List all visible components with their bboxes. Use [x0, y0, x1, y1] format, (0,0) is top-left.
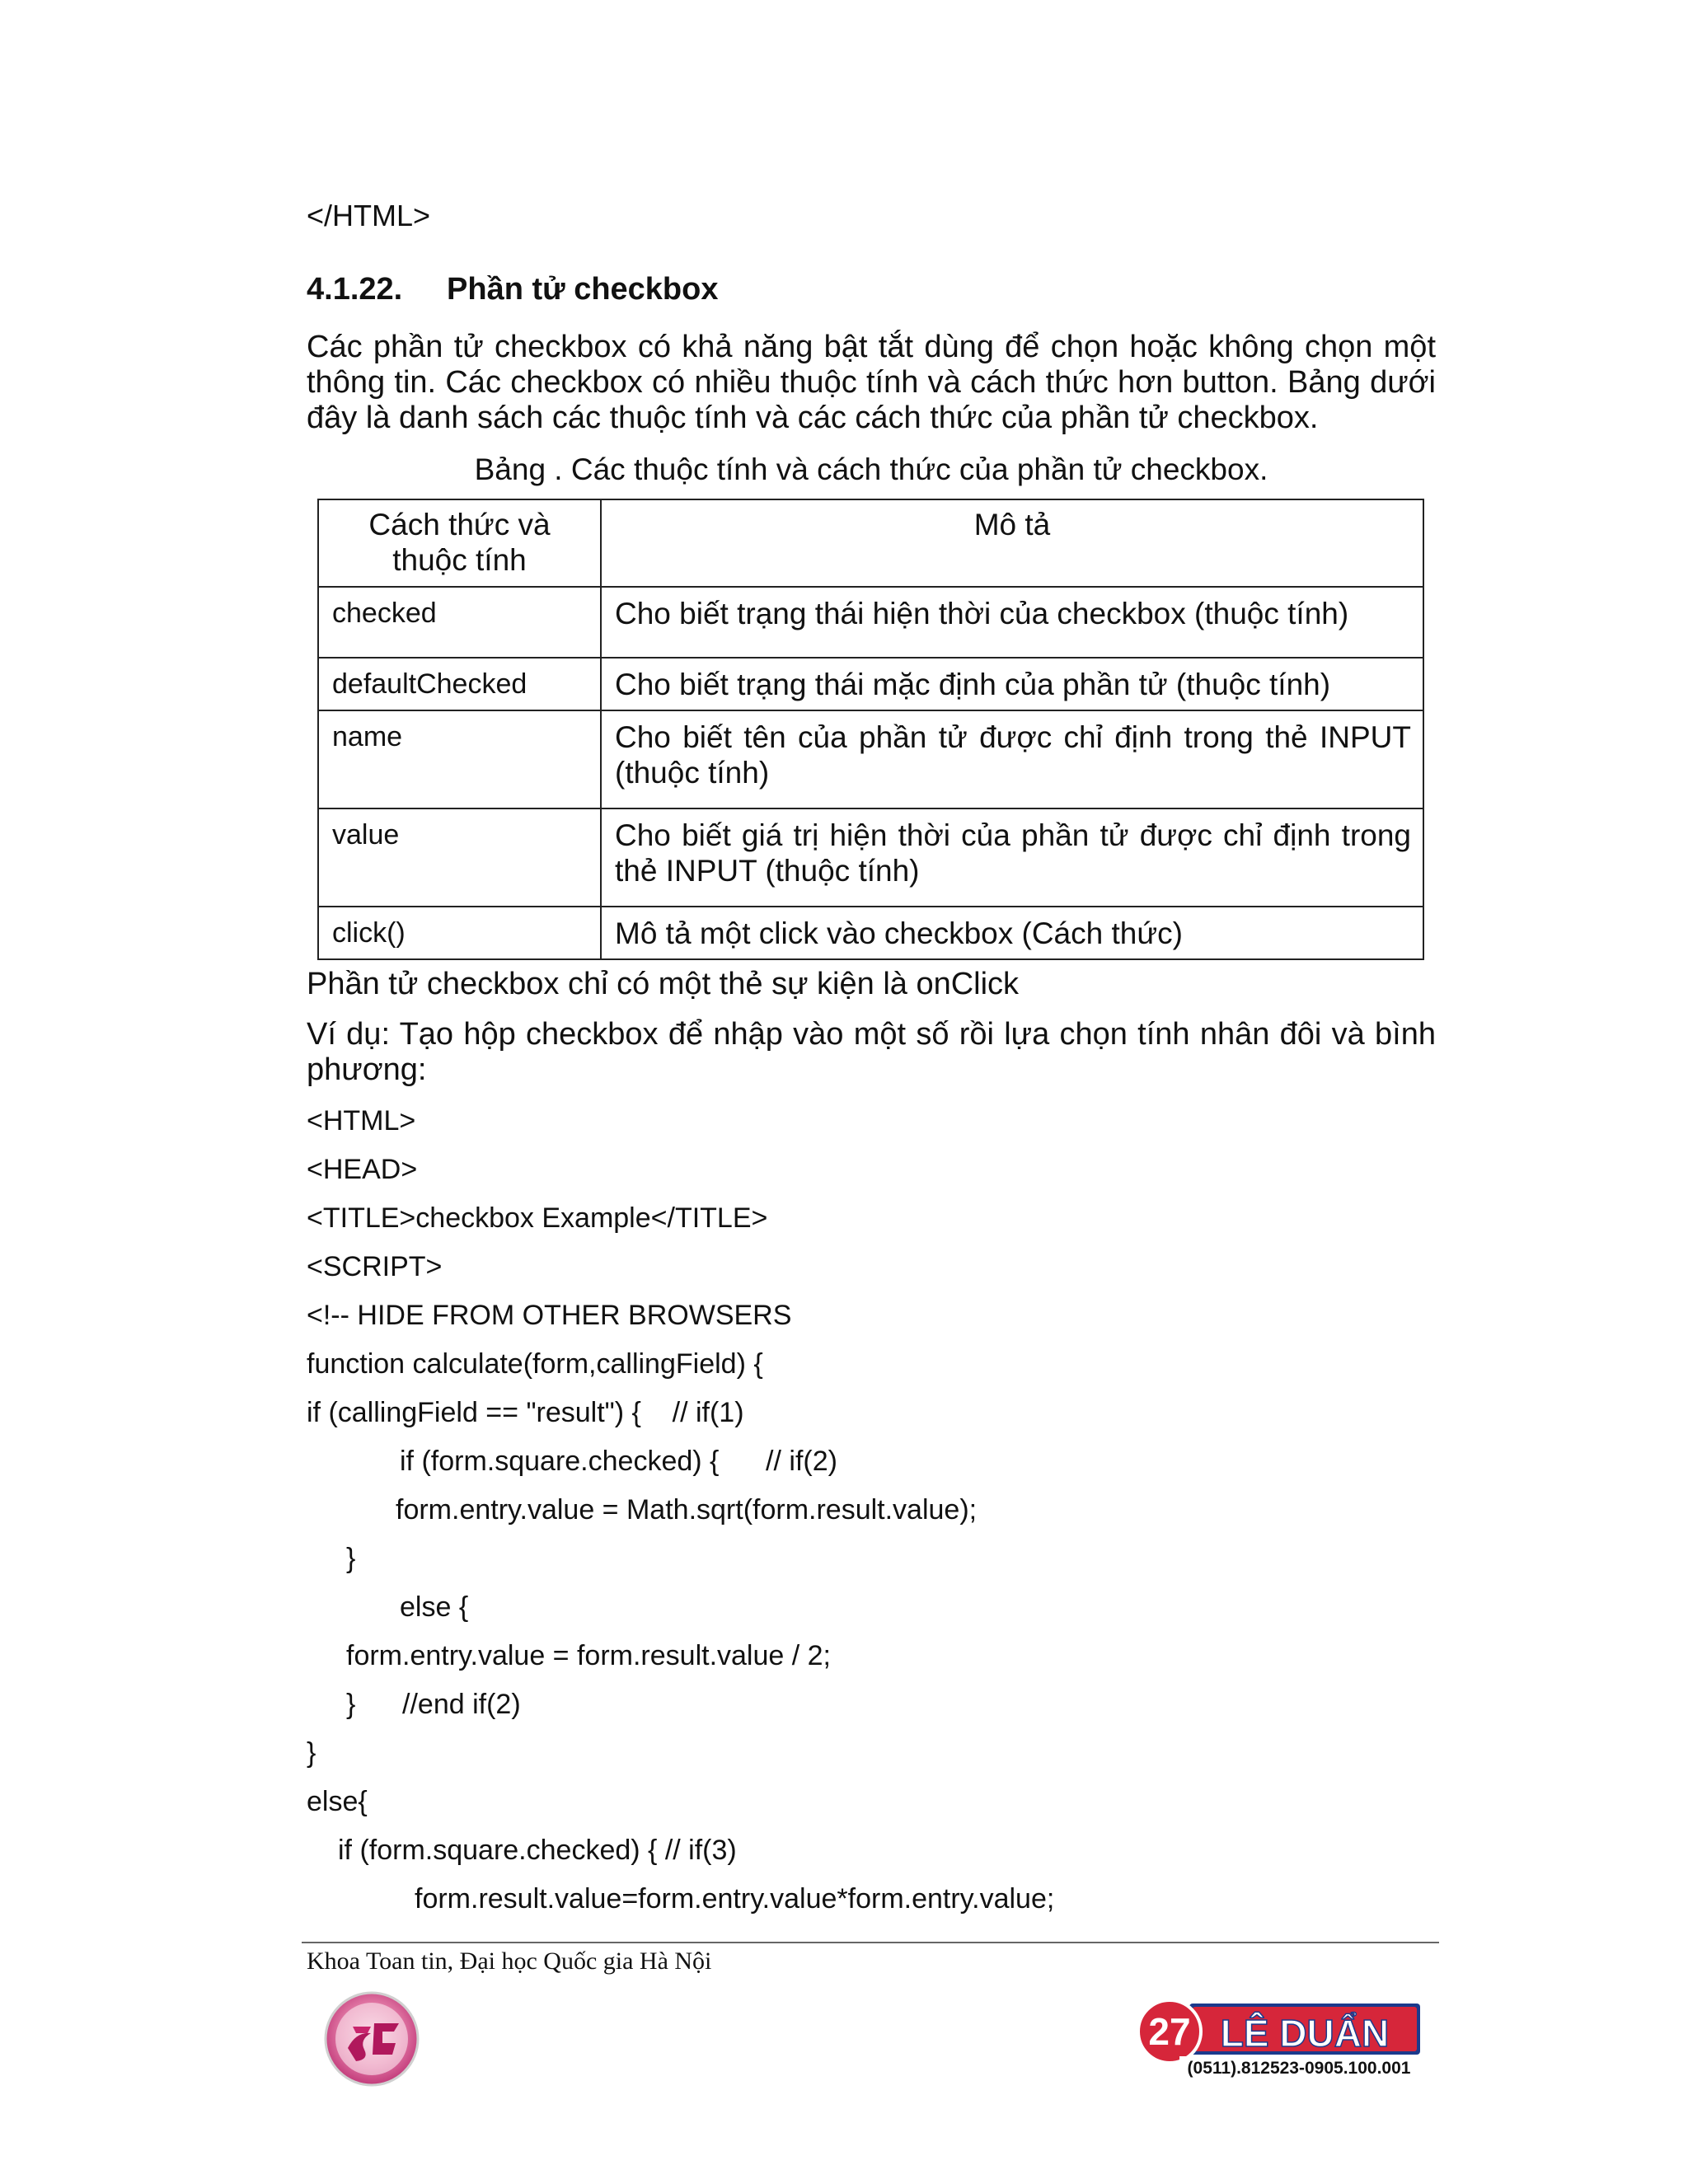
code-line: } //end if(2)	[346, 1689, 521, 1720]
table-caption: Bảng . Các thuộc tính và cách thức của phần tử checkbox.	[474, 452, 1268, 486]
footer-text: Khoa Toan tin, Đại học Quốc gia Hà Nội	[307, 1947, 712, 1975]
code-line: if (form.square.checked) { // if(3)	[338, 1835, 737, 1866]
code-line: <!-- HIDE FROM OTHER BROWSERS	[307, 1300, 792, 1331]
section-number: 4.1.22.	[307, 272, 403, 307]
code-line: if (callingField == "result") { // if(1)	[307, 1397, 744, 1428]
footer-divider	[302, 1942, 1439, 1943]
row-description: Cho biết tên của phần tử được chỉ định trong thẻ INPUT (thuộc tính)	[601, 710, 1423, 808]
intro-line: Các phần tử checkbox có khả năng bật tắt dùng để chọn hoặc không chọn một	[307, 330, 1436, 364]
code-line: form.result.value=form.entry.value*form.entry.value;	[415, 1883, 1055, 1915]
table-row	[318, 710, 1423, 808]
logo-number: 27	[1148, 2010, 1191, 2053]
row-name: click()	[318, 907, 601, 959]
code-line: form.entry.value = Math.sqrt(form.result.value);	[396, 1494, 978, 1526]
table-row	[318, 907, 1423, 959]
code-line: else {	[400, 1591, 469, 1623]
table-row	[318, 808, 1423, 907]
example-line: Ví dụ: Tạo hộp checkbox để nhập vào một số rồi lựa chọn tính nhân đôi và bình	[307, 1017, 1436, 1052]
properties-table	[317, 499, 1424, 960]
code-line: <HTML>	[307, 1105, 416, 1137]
code-line: }	[307, 1737, 316, 1769]
code-line: <HEAD>	[307, 1154, 418, 1185]
le-duan-logo	[1133, 1999, 1422, 2079]
intro-line: thông tin. Các checkbox có nhiều thuộc tính và cách thức hơn button. Bảng dưới	[307, 365, 1436, 400]
row-name: defaultChecked	[318, 658, 601, 710]
sg-logo-icon	[323, 1990, 420, 2088]
logo-phone: (0511).812523-0905.100.001	[1187, 2059, 1411, 2078]
code-line: <TITLE>checkbox Example</TITLE>	[307, 1202, 768, 1234]
code-closing-html: </HTML>	[307, 199, 431, 232]
section-title: Phần tử checkbox	[447, 272, 719, 307]
row-name: checked	[318, 587, 601, 658]
code-line: form.entry.value = form.result.value / 2;	[346, 1640, 831, 1671]
code-line: }	[346, 1543, 356, 1574]
row-description: Cho biết trạng thái mặc định của phần tử (thuộc tính)	[601, 658, 1423, 710]
row-description: Mô tả một click vào checkbox (Cách thức)	[601, 907, 1423, 959]
row-name: name	[318, 710, 601, 808]
header-description: Mô tả	[601, 499, 1423, 587]
row-name: value	[318, 808, 601, 907]
intro-paragraph	[307, 330, 1436, 436]
table-row	[318, 658, 1423, 710]
example-paragraph	[307, 1017, 1436, 1088]
example-line: phương:	[307, 1052, 427, 1087]
table-row	[318, 587, 1423, 658]
code-line: if (form.square.checked) { // if(2)	[400, 1446, 837, 1477]
header-methods-properties: Cách thức và thuộc tính	[318, 499, 601, 587]
logo-name: LÊ DUẨN	[1220, 2012, 1390, 2055]
event-note: Phần tử checkbox chỉ có một thẻ sự kiện là onClick	[307, 967, 1020, 1001]
row-description: Cho biết trạng thái hiện thời của checkbox (thuộc tính)	[601, 587, 1423, 658]
intro-line: đây là danh sách các thuộc tính và các cách thức của phần tử checkbox.	[307, 401, 1319, 435]
code-line: else{	[307, 1786, 368, 1817]
code-line: <SCRIPT>	[307, 1251, 443, 1282]
row-description: Cho biết giá trị hiện thời của phần tử được chỉ định trong thẻ INPUT (thuộc tính)	[601, 808, 1423, 907]
code-line: function calculate(form,callingField) {	[307, 1348, 763, 1380]
table-header-row	[318, 499, 1423, 587]
